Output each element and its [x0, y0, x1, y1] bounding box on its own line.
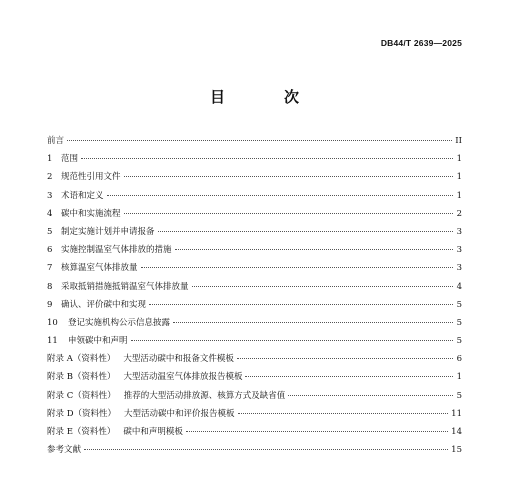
toc-entry-page: 1: [456, 172, 462, 183]
toc-entry-label: 确认、评价碳中和实现: [61, 299, 147, 310]
toc-entry-page: 3: [456, 263, 462, 274]
toc-entry-label: 推荐的大型活动排放源、核算方式及缺省值: [123, 390, 286, 401]
toc-entry-number: 5: [47, 226, 53, 237]
toc-entry-label: 制定实施计划并申请报备: [61, 226, 155, 237]
toc-entry[interactable]: [47, 152, 462, 170]
standard-code: DB44/T 2639—2025: [380, 38, 462, 48]
toc-entry[interactable]: [47, 389, 462, 407]
toc-entry-page: 3: [456, 226, 462, 237]
toc-entry-label: 采取抵销措施抵销温室气体排放量: [61, 281, 189, 292]
toc-entry[interactable]: [47, 189, 462, 207]
toc-entry-page: 1: [456, 372, 462, 383]
toc-entry[interactable]: [47, 170, 462, 188]
toc-entry-number: 4: [47, 208, 53, 219]
toc-entry-number: 2: [47, 172, 53, 183]
toc-leader-dots: [158, 231, 453, 232]
toc-entry[interactable]: [47, 298, 462, 316]
toc-leader-dots: [124, 213, 453, 214]
toc-entry-number: 附录 B（资料性）: [47, 372, 116, 383]
toc-entry-label: 前言: [47, 136, 65, 146]
toc-entry-number: 附录 A（资料性）: [47, 354, 116, 365]
toc-entry-label: 申领碳中和声明: [68, 336, 128, 347]
toc-entry-page: 6: [456, 354, 462, 365]
toc-entry-label: 术语和定义: [61, 190, 104, 201]
toc-entry[interactable]: [47, 316, 462, 334]
toc-leader-dots: [124, 176, 453, 177]
toc-entry-label: 碳中和实施流程: [61, 208, 121, 219]
toc-entry-number: 10: [47, 317, 58, 328]
toc-entry-number: 1: [47, 154, 53, 165]
toc-entry-number: 7: [47, 263, 53, 274]
toc-entry-page: 11: [451, 408, 462, 419]
toc-entry-number: 附录 C（资料性）: [47, 390, 116, 401]
toc-entry[interactable]: [47, 134, 462, 152]
toc-entry-label: 参考文献: [47, 445, 82, 456]
toc-entry-page: 15: [451, 445, 462, 456]
toc-entry[interactable]: [47, 352, 462, 370]
toc-entry-number: 8: [47, 281, 53, 292]
toc-leader-dots: [245, 376, 453, 377]
toc-entry-label: 大型活动碳中和评价报告模板: [124, 408, 235, 419]
toc-entry-label: 实施控制温室气体排放的措施: [61, 245, 172, 256]
table-of-contents: [47, 134, 462, 461]
toc-entry[interactable]: [47, 261, 462, 279]
toc-entry-number: 11: [47, 336, 58, 347]
toc-entry-page: 14: [451, 427, 462, 437]
toc-entry[interactable]: [47, 443, 462, 461]
toc-leader-dots: [237, 358, 453, 359]
toc-leader-dots: [67, 140, 452, 141]
toc-entry-page: II: [455, 136, 462, 146]
toc-entry[interactable]: [47, 225, 462, 243]
toc-leader-dots: [107, 195, 453, 196]
toc-entry[interactable]: [47, 407, 462, 425]
toc-entry-label: 规范性引用文件: [61, 172, 121, 183]
toc-entry[interactable]: [47, 280, 462, 298]
toc-leader-dots: [288, 395, 453, 396]
toc-entry-page: 4: [456, 281, 462, 292]
toc-entry[interactable]: [47, 370, 462, 388]
toc-leader-dots: [149, 304, 453, 305]
toc-leader-dots: [84, 449, 448, 450]
toc-entry-page: 5: [456, 299, 462, 310]
toc-leader-dots: [175, 249, 453, 250]
toc-leader-dots: [173, 322, 453, 323]
toc-entry-label: 核算温室气体排放量: [61, 263, 138, 274]
toc-entry-page: 2: [456, 208, 462, 219]
toc-entry-page: 5: [456, 317, 462, 328]
toc-leader-dots: [238, 413, 449, 414]
toc-entry-number: 3: [47, 190, 53, 201]
toc-entry-page: 5: [456, 390, 462, 401]
toc-entry-number: 附录 D（资料性）: [47, 408, 117, 419]
toc-entry[interactable]: [47, 207, 462, 225]
toc-entry-page: 5: [456, 336, 462, 347]
toc-entry-number: 附录 E（资料性）: [47, 427, 116, 437]
toc-entry-page: 3: [456, 245, 462, 256]
toc-entry-page: 1: [456, 154, 462, 165]
toc-entry[interactable]: [47, 425, 462, 443]
toc-entry[interactable]: [47, 243, 462, 261]
toc-leader-dots: [192, 286, 453, 287]
toc-leader-dots: [186, 431, 448, 432]
toc-entry-label: 大型活动温室气体排放报告模板: [123, 372, 243, 383]
toc-entry-page: 1: [456, 190, 462, 201]
toc-entry-label: 大型活动碳中和报备文件模板: [123, 354, 234, 365]
toc-entry-number: 6: [47, 245, 53, 256]
toc-leader-dots: [141, 267, 453, 268]
toc-entry-number: 9: [47, 299, 53, 310]
toc-entry-label: 碳中和声明模板: [123, 427, 183, 437]
toc-entry[interactable]: [47, 334, 462, 352]
page-title: 目 次: [209, 88, 321, 106]
toc-leader-dots: [81, 158, 453, 159]
toc-entry-label: 登记实施机构公示信息披露: [68, 317, 171, 328]
toc-leader-dots: [131, 340, 453, 341]
toc-entry-label: 范围: [61, 154, 79, 165]
